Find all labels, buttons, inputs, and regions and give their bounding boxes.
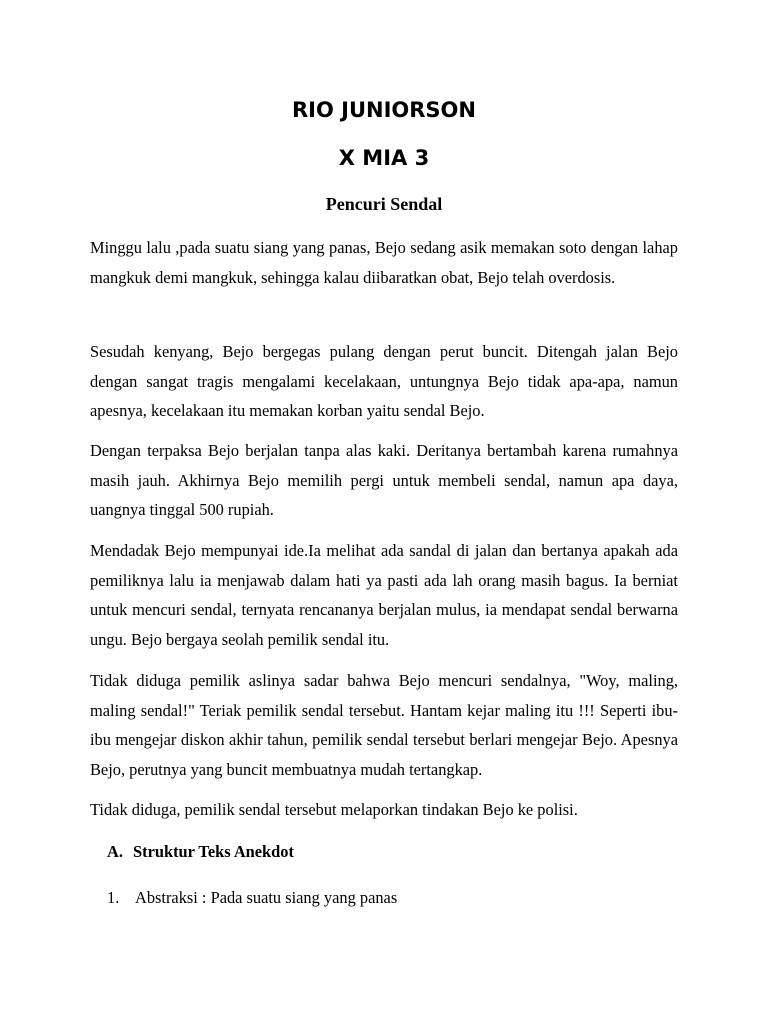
- section-marker: A.: [107, 842, 123, 861]
- story-paragraph-4: Mendadak Bejo mempunyai ide.Ia melihat ada sandal di jalan dan bertanya apakah ada pemiliknya lalu ia menjawab dalam hati ya pasti ada lah orang masih bagus. Ia berniat untuk mencuri sendal, ternyata rencananya berjalan mulus, ia mendapat sendal berwarna ungu. Bejo bergaya seolah pemilik sendal itu.: [90, 541, 678, 649]
- story-paragraph-3: Dengan terpaksa Bejo berjalan tanpa alas kaki. Deritanya bertambah karena rumahnya masih jauh. Akhirnya Bejo memilih pergi untuk membeli sendal, namun apa daya, uangnya tinggal 500 rupiah.: [90, 441, 678, 519]
- list-item-marker: 1.: [107, 888, 120, 907]
- story-paragraph-1: Minggu lalu ,pada suatu siang yang panas, Bejo sedang asik memakan soto dengan lahap mangkuk demi mangkuk, sehingga kalau diibaratkan obat, Bejo telah overdosis.: [90, 238, 678, 287]
- story-paragraph-2: Sesudah kenyang, Bejo bergegas pulang dengan perut buncit. Ditengah jalan Bejo dengan sangat tragis mengalami kecelakaan, untungnya Bejo tidak apa-apa, namun apesnya, kecelakaan itu memakan korban yaitu sendal Bejo.: [90, 342, 678, 420]
- story-paragraph-6: Tidak diduga, pemilik sendal tersebut melaporkan tindakan Bejo ke polisi.: [90, 800, 578, 819]
- story-paragraph-5: Tidak diduga pemilik aslinya sadar bahwa Bejo mencuri sendalnya, "Woy, maling, maling sendal!" Teriak pemilik sendal tersebut. Hantam kejar maling itu !!! Seperti ibu-ibu mengejar diskon akhir tahun, pemilik sendal tersebut berlari mengejar Bejo. Apesnya Bejo, perutnya yang buncit membuatnya mudah tertangkap.: [90, 671, 678, 779]
- author-name: RIO JUNIORSON: [292, 98, 476, 122]
- story-title: Pencuri Sendal: [325, 194, 443, 214]
- list-item-text: Abstraksi : Pada suatu siang yang panas: [135, 888, 398, 907]
- section-heading: [107, 837, 667, 867]
- section-heading-text: Struktur Teks Anekdot: [133, 842, 294, 861]
- list-item: [107, 883, 667, 913]
- class-name: X MIA 3: [338, 146, 430, 170]
